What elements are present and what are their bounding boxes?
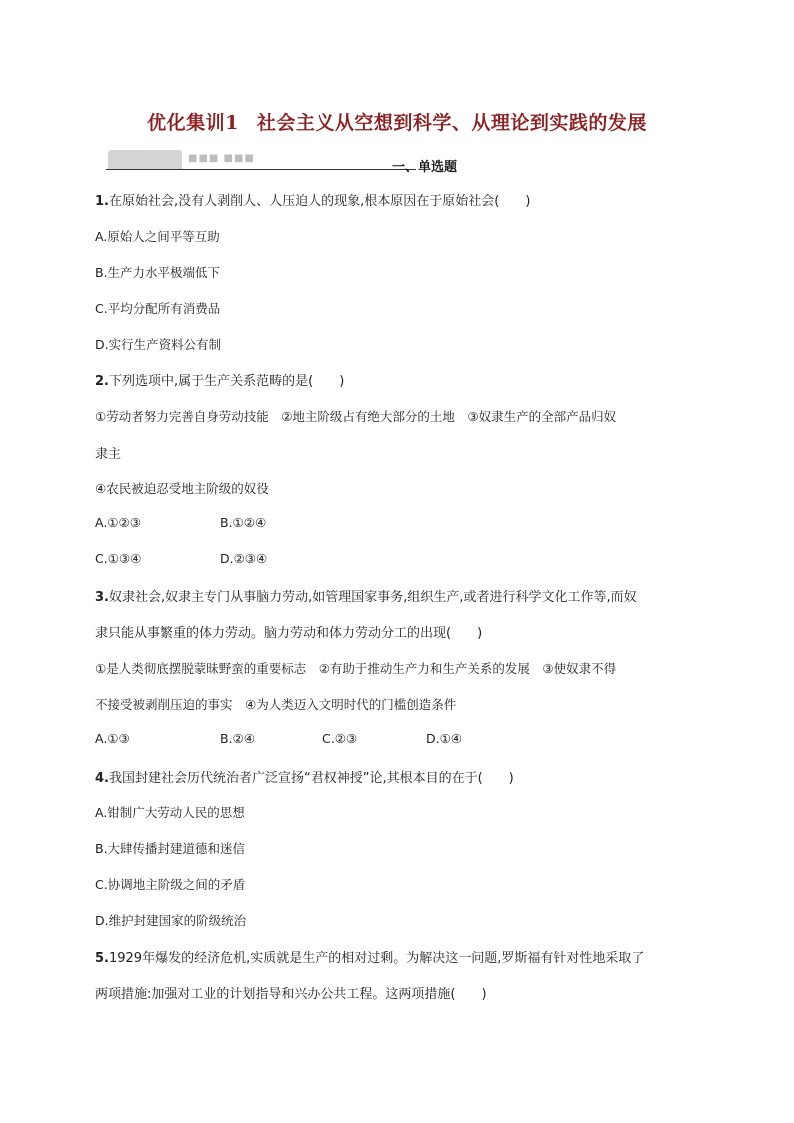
section-header-bar <box>106 150 416 170</box>
section-title: 一、单选题 <box>392 160 458 175</box>
question-2 <box>95 370 344 389</box>
question-3-items-line1: ①是人类彻底摆脱蒙昧野蛮的重要标志 ②有助于推动生产力和生产关系的发展 ③使奴隶不得 <box>95 661 617 676</box>
option-1c: C.平均分配所有消费品 <box>95 301 221 316</box>
option-2b: B.①②④ <box>220 515 267 530</box>
option-4a: A.钳制广大劳动人民的思想 <box>95 805 245 820</box>
question-3 <box>95 586 637 605</box>
option-1a: A.原始人之间平等互助 <box>95 229 220 244</box>
option-3a: A.①③ <box>95 731 130 746</box>
option-4d: D.维护封建国家的阶级统治 <box>95 913 247 928</box>
section-divider <box>106 169 416 170</box>
question-5-stem-line2: 两项措施:加强对工业的计划指导和兴办公共工程。这两项措施( ) <box>95 987 487 1002</box>
question-2-items-line1: ①劳动者努力完善自身劳动技能 ②地主阶级占有绝大部分的土地 ③奴隶生产的全部产品归奴 <box>95 409 617 424</box>
option-2c: C.①③④ <box>95 551 142 566</box>
question-number: 4. <box>95 771 109 786</box>
section-dots-decoration: ■■■ ■■■ <box>188 153 255 164</box>
question-number: 1. <box>95 194 109 209</box>
section-tab-decoration <box>108 150 182 169</box>
question-number: 2. <box>95 374 109 389</box>
page-title <box>0 108 794 135</box>
question-stem: 我国封建社会历代统治者广泛宣扬“君权神授”论,其根本目的在于( ) <box>108 771 514 786</box>
question-number: 3. <box>95 590 109 605</box>
question-2-items-line2: 隶主 <box>95 447 122 462</box>
question-stem: 在原始社会,没有人剥削人、人压迫人的现象,根本原因在于原始社会( ) <box>108 194 531 209</box>
option-2a: A.①②③ <box>95 515 141 530</box>
option-1d: D.实行生产资料公有制 <box>95 337 222 352</box>
option-4b: B.大肆传播封建道德和迷信 <box>95 841 246 856</box>
question-3-stem-line2: 隶只能从事繁重的体力劳动。脑力劳动和体力劳动分工的出现( ) <box>95 626 483 641</box>
option-4c: C.协调地主阶级之间的矛盾 <box>95 877 246 892</box>
question-4 <box>95 767 514 786</box>
option-3c: C.②③ <box>322 731 358 746</box>
title-main: 优化集训1 <box>147 112 239 134</box>
option-3d: D.①④ <box>426 731 463 746</box>
question-stem-line1: 奴隶社会,奴隶主专门从事脑力劳动,如管理国家事务,组织生产,或者进行科学文化工作等,而奴 <box>108 590 637 605</box>
question-3-items-line2: 不接受被剥削压迫的事实 ④为人类迈入文明时代的门槛创造条件 <box>95 697 457 712</box>
option-1b: B.生产力水平极端低下 <box>95 265 221 280</box>
question-number: 5. <box>95 951 109 966</box>
title-sub: 社会主义从空想到科学、从理论到实践的发展 <box>256 112 647 134</box>
question-stem-line1: 1929年爆发的经济危机,实质就是生产的相对过剩。为解决这一问题,罗斯福有针对性地采取了 <box>108 951 645 966</box>
question-5 <box>95 947 644 966</box>
question-2-items-line3: ④农民被迫忍受地主阶级的奴役 <box>95 481 269 496</box>
question-stem: 下列选项中,属于生产关系范畴的是( ) <box>108 374 345 389</box>
question-1 <box>95 190 530 209</box>
option-2d: D.②③④ <box>220 551 268 566</box>
option-3b: B.②④ <box>220 731 255 746</box>
